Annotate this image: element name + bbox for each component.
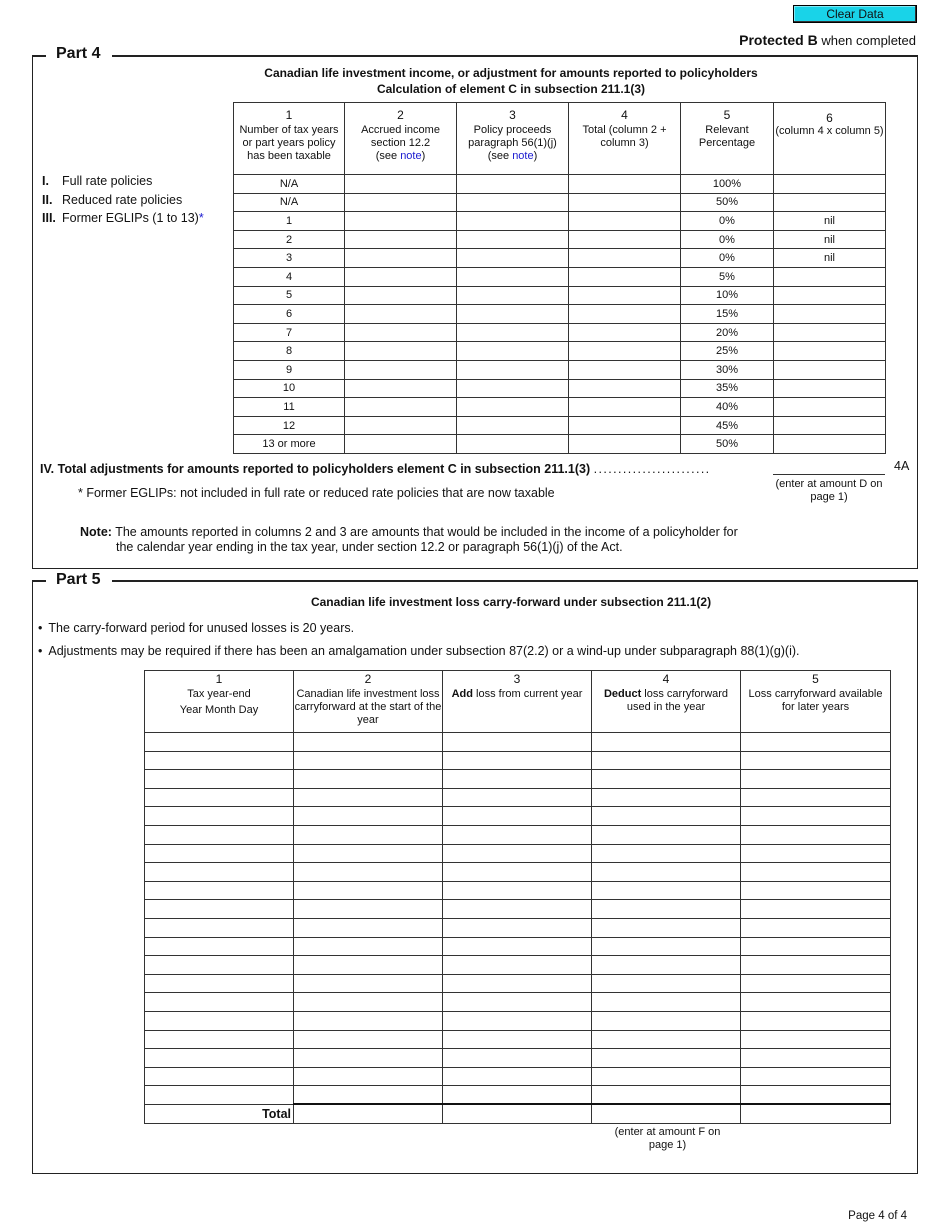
- policy-proceeds-input[interactable]: [457, 416, 569, 435]
- part5-row: [145, 751, 891, 770]
- loss-available-input[interactable]: [741, 974, 891, 993]
- total-col4-input[interactable]: [569, 342, 681, 361]
- add-loss-input[interactable]: [443, 993, 592, 1012]
- part5-row: [145, 881, 891, 900]
- years-taxable-cell: 13 or more: [234, 435, 345, 454]
- loss-available-input[interactable]: [741, 825, 891, 844]
- loss-available-input[interactable]: [741, 788, 891, 807]
- enter-at-d-hint: (enter at amount D on page 1): [775, 478, 883, 503]
- relevant-percentage-cell: 50%: [681, 193, 774, 212]
- protected-suffix: when completed: [817, 33, 916, 48]
- relevant-percentage-cell: 0%: [681, 249, 774, 268]
- deduct-loss-input[interactable]: [592, 900, 741, 919]
- part4-row: [234, 379, 886, 398]
- loss-cf-start-input[interactable]: [294, 751, 443, 770]
- tax-year-end-input[interactable]: [145, 733, 294, 752]
- loss-available-input[interactable]: [741, 918, 891, 937]
- part5-row: [145, 1049, 891, 1068]
- loss-cf-start-input[interactable]: [294, 956, 443, 975]
- loss-cf-start-input[interactable]: [294, 770, 443, 789]
- total-label: Total: [145, 1104, 294, 1123]
- tax-year-end-input[interactable]: [145, 956, 294, 975]
- col6-nil-cell: nil: [774, 212, 886, 231]
- relevant-percentage-cell: 35%: [681, 379, 774, 398]
- footnote-star-link[interactable]: *: [198, 211, 204, 225]
- tax-year-end-input[interactable]: [145, 918, 294, 937]
- total-col4-input[interactable]: [569, 175, 681, 194]
- deduct-loss-input[interactable]: [592, 1067, 741, 1086]
- tax-year-end-input[interactable]: [145, 844, 294, 863]
- col6-result-input[interactable]: [774, 286, 886, 305]
- deduct-loss-input[interactable]: [592, 956, 741, 975]
- part4-table: [233, 102, 886, 454]
- p4-col5-header: 5 Relevant Percentage: [681, 103, 774, 175]
- deduct-loss-input[interactable]: [592, 974, 741, 993]
- relevant-percentage-cell: 15%: [681, 305, 774, 324]
- years-taxable-cell: 3: [234, 249, 345, 268]
- total-col4-input[interactable]: [569, 212, 681, 231]
- part4-heading: [0, 65, 950, 97]
- tax-year-end-input[interactable]: [145, 1011, 294, 1030]
- add-loss-input[interactable]: [443, 770, 592, 789]
- policy-proceeds-input[interactable]: [457, 398, 569, 417]
- total-loss-available-input[interactable]: [741, 1104, 891, 1123]
- part4-row: [234, 342, 886, 361]
- loss-available-input[interactable]: [741, 993, 891, 1012]
- loss-available-input[interactable]: [741, 937, 891, 956]
- total-add-loss-input[interactable]: [443, 1104, 592, 1123]
- accrued-income-input[interactable]: [345, 286, 457, 305]
- add-loss-input[interactable]: [443, 956, 592, 975]
- part4-note: Note: The amounts reported in columns 2 and 3 are amounts that would be included in the income of a policyholder for the calendar year ending in the tax year, under section 12.2 or paragraph 56(1)(j) of the Act.: [80, 525, 738, 554]
- bullet-amalgamation: • Adjustments may be required if there has been an amalgamation under subsection 87(2.2) or a wind-up under subparagraph 88(1)(g)(i).: [38, 644, 800, 658]
- part4-row: [234, 323, 886, 342]
- part5-row: [145, 900, 891, 919]
- policy-proceeds-input[interactable]: [457, 249, 569, 268]
- add-loss-input[interactable]: [443, 1086, 592, 1105]
- bullet-carry-forward-period: • The carry-forward period for unused losses is 20 years.: [38, 621, 354, 635]
- tax-year-end-input[interactable]: [145, 1086, 294, 1105]
- accrued-income-input[interactable]: [345, 323, 457, 342]
- part5-row: [145, 770, 891, 789]
- relevant-percentage-cell: 0%: [681, 230, 774, 249]
- total-col4-input[interactable]: [569, 193, 681, 212]
- note-label: Note:: [80, 525, 112, 539]
- part4-top-rule: [112, 55, 918, 57]
- loss-available-input[interactable]: [741, 1049, 891, 1068]
- add-loss-input[interactable]: [443, 900, 592, 919]
- loss-cf-start-input[interactable]: [294, 863, 443, 882]
- total-col4-input[interactable]: [569, 360, 681, 379]
- loss-available-input[interactable]: [741, 900, 891, 919]
- total-col4-input[interactable]: [569, 305, 681, 324]
- tax-year-end-input[interactable]: [145, 825, 294, 844]
- loss-available-input[interactable]: [741, 770, 891, 789]
- years-taxable-cell: 9: [234, 360, 345, 379]
- protected-label: Protected B: [739, 32, 818, 48]
- part5-row: [145, 1011, 891, 1030]
- years-taxable-cell: 2: [234, 230, 345, 249]
- add-loss-input[interactable]: [443, 751, 592, 770]
- policy-proceeds-input[interactable]: [457, 323, 569, 342]
- years-taxable-cell: 8: [234, 342, 345, 361]
- deduct-loss-input[interactable]: [592, 788, 741, 807]
- years-taxable-cell: 10: [234, 379, 345, 398]
- add-loss-input[interactable]: [443, 937, 592, 956]
- protected-status: [739, 32, 916, 48]
- add-loss-input[interactable]: [443, 788, 592, 807]
- part5-row: [145, 1086, 891, 1105]
- tax-year-end-input[interactable]: [145, 1049, 294, 1068]
- loss-cf-start-input[interactable]: [294, 1067, 443, 1086]
- total-deduct-loss-input[interactable]: [592, 1104, 741, 1123]
- deduct-loss-input[interactable]: [592, 881, 741, 900]
- p4-col2-header: 2 Accrued income section 12.2 (see note): [345, 103, 457, 175]
- loss-cf-start-input[interactable]: [294, 1049, 443, 1068]
- add-loss-input[interactable]: [443, 733, 592, 752]
- deduct-loss-input[interactable]: [592, 993, 741, 1012]
- deduct-loss-input[interactable]: [592, 863, 741, 882]
- add-loss-input[interactable]: [443, 1049, 592, 1068]
- deduct-loss-input[interactable]: [592, 1086, 741, 1105]
- col6-result-input[interactable]: [774, 175, 886, 194]
- years-taxable-cell: N/A: [234, 193, 345, 212]
- eglip-footnote: * Former EGLIPs: not included in full rate or reduced rate policies that are now taxable: [78, 486, 555, 500]
- enter-at-f-hint: (enter at amount F on page 1): [614, 1126, 721, 1151]
- total-col4-input[interactable]: [569, 379, 681, 398]
- col6-result-input[interactable]: [774, 435, 886, 454]
- part4-total-label: IV. Total adjustments for amounts reported to policyholders element C in subsection 211.1(3) ........................: [40, 462, 711, 476]
- deduct-loss-input[interactable]: [592, 825, 741, 844]
- tax-year-end-input[interactable]: [145, 1030, 294, 1049]
- deduct-loss-input[interactable]: [592, 1030, 741, 1049]
- loss-available-input[interactable]: [741, 1011, 891, 1030]
- years-taxable-cell: 5: [234, 286, 345, 305]
- part5-row: [145, 974, 891, 993]
- loss-cf-start-input[interactable]: [294, 807, 443, 826]
- total-col4-input[interactable]: [569, 267, 681, 286]
- years-taxable-cell: 1: [234, 212, 345, 231]
- tax-year-end-input[interactable]: [145, 937, 294, 956]
- deduct-loss-input[interactable]: [592, 1049, 741, 1068]
- relevant-percentage-cell: 45%: [681, 416, 774, 435]
- loss-available-input[interactable]: [741, 751, 891, 770]
- loss-available-input[interactable]: [741, 1030, 891, 1049]
- years-taxable-cell: 6: [234, 305, 345, 324]
- part4-row: [234, 305, 886, 324]
- total-col4-input[interactable]: [569, 416, 681, 435]
- years-taxable-cell: 12: [234, 416, 345, 435]
- p4-col4-header: 4 Total (column 2 + column 3): [569, 103, 681, 175]
- p5-col2-header: 2 Canadian life investment loss carryforward at the start of the year: [294, 671, 443, 733]
- policy-proceeds-input[interactable]: [457, 230, 569, 249]
- loss-cf-start-input[interactable]: [294, 844, 443, 863]
- accrued-income-input[interactable]: [345, 193, 457, 212]
- relevant-percentage-cell: 25%: [681, 342, 774, 361]
- add-loss-input[interactable]: [443, 974, 592, 993]
- row-label-reduced-rate: II. Reduced rate policies: [42, 193, 183, 207]
- loss-available-input[interactable]: [741, 956, 891, 975]
- col6-result-input[interactable]: [774, 379, 886, 398]
- p4-col1-header: 1 Number of tax years or part years policy has been taxable: [234, 103, 345, 175]
- deduct-loss-input[interactable]: [592, 770, 741, 789]
- policy-proceeds-input[interactable]: [457, 305, 569, 324]
- col6-result-input[interactable]: [774, 193, 886, 212]
- part4-row: [234, 230, 886, 249]
- loss-available-input[interactable]: [741, 844, 891, 863]
- policy-proceeds-input[interactable]: [457, 212, 569, 231]
- accrued-income-input[interactable]: [345, 379, 457, 398]
- note-link[interactable]: note: [512, 150, 534, 162]
- part4-heading-line1: Canadian life investment income, or adjustment for amounts reported to policyholders: [264, 66, 758, 80]
- relevant-percentage-cell: 5%: [681, 267, 774, 286]
- loss-available-input[interactable]: [741, 881, 891, 900]
- tax-year-end-input[interactable]: [145, 770, 294, 789]
- part5-row: [145, 788, 891, 807]
- p5-col1-header: 1 Tax year-end Year Month Day: [145, 671, 294, 733]
- part5-heading: Canadian life investment loss carry-forward under subsection 211.1(2): [310, 595, 712, 609]
- relevant-percentage-cell: 100%: [681, 175, 774, 194]
- policy-proceeds-input[interactable]: [457, 175, 569, 194]
- col6-result-input[interactable]: [774, 398, 886, 417]
- policy-proceeds-input[interactable]: [457, 435, 569, 454]
- accrued-income-input[interactable]: [345, 398, 457, 417]
- add-loss-input[interactable]: [443, 881, 592, 900]
- loss-cf-start-input[interactable]: [294, 937, 443, 956]
- tax-year-end-input[interactable]: [145, 974, 294, 993]
- tax-year-end-input[interactable]: [145, 788, 294, 807]
- col6-result-input[interactable]: [774, 360, 886, 379]
- loss-available-input[interactable]: [741, 863, 891, 882]
- deduct-loss-input[interactable]: [592, 751, 741, 770]
- years-taxable-cell: N/A: [234, 175, 345, 194]
- add-loss-input[interactable]: [443, 918, 592, 937]
- policy-proceeds-input[interactable]: [457, 342, 569, 361]
- part5-row: [145, 918, 891, 937]
- part4-row: [234, 360, 886, 379]
- loss-cf-start-input[interactable]: [294, 825, 443, 844]
- loss-cf-start-input[interactable]: [294, 733, 443, 752]
- relevant-percentage-cell: 10%: [681, 286, 774, 305]
- p5-col3-header: 3 Add loss from current year: [443, 671, 592, 733]
- part4-row: [234, 212, 886, 231]
- tax-year-end-input[interactable]: [145, 1067, 294, 1086]
- years-taxable-cell: 4: [234, 267, 345, 286]
- loss-available-input[interactable]: [741, 1086, 891, 1105]
- deduct-loss-input[interactable]: [592, 807, 741, 826]
- deduct-loss-input[interactable]: [592, 937, 741, 956]
- p5-col4-header: 4 Deduct loss carryforward used in the year: [592, 671, 741, 733]
- total-loss-cf-start-input[interactable]: [294, 1104, 443, 1123]
- total-4a-input[interactable]: [773, 474, 885, 475]
- total-col4-input[interactable]: [569, 230, 681, 249]
- part5-row: [145, 807, 891, 826]
- loss-cf-start-input[interactable]: [294, 881, 443, 900]
- add-loss-input[interactable]: [443, 1011, 592, 1030]
- part5-row: [145, 844, 891, 863]
- col6-result-input[interactable]: [774, 305, 886, 324]
- p4-col3-header: 3 Policy proceeds paragraph 56(1)(j) (see note): [457, 103, 569, 175]
- accrued-income-input[interactable]: [345, 435, 457, 454]
- part4-left-tick: [32, 55, 46, 57]
- loss-cf-start-input[interactable]: [294, 918, 443, 937]
- clear-data-button[interactable]: Clear Data: [793, 5, 917, 23]
- add-loss-input[interactable]: [443, 807, 592, 826]
- p4-col6-header: 6 (column 4 x column 5): [774, 103, 886, 175]
- deduct-loss-input[interactable]: [592, 844, 741, 863]
- policy-proceeds-input[interactable]: [457, 267, 569, 286]
- part5-header-row: [145, 671, 891, 733]
- page-number: Page 4 of 4: [848, 1210, 907, 1222]
- col6-result-input[interactable]: [774, 416, 886, 435]
- part5-row: [145, 1030, 891, 1049]
- deduct-loss-input[interactable]: [592, 918, 741, 937]
- loss-cf-start-input[interactable]: [294, 1011, 443, 1030]
- part5-row: [145, 863, 891, 882]
- accrued-income-input[interactable]: [345, 360, 457, 379]
- tax-year-end-input[interactable]: [145, 807, 294, 826]
- relevant-percentage-cell: 50%: [681, 435, 774, 454]
- part4-row: [234, 398, 886, 417]
- part5-row: [145, 825, 891, 844]
- tax-year-end-input[interactable]: [145, 900, 294, 919]
- accrued-income-input[interactable]: [345, 416, 457, 435]
- policy-proceeds-input[interactable]: [457, 286, 569, 305]
- add-loss-input[interactable]: [443, 825, 592, 844]
- total-col4-input[interactable]: [569, 323, 681, 342]
- add-loss-input[interactable]: [443, 844, 592, 863]
- col6-nil-cell: nil: [774, 230, 886, 249]
- part5-row: [145, 937, 891, 956]
- part4-heading-line2: Calculation of element C in subsection 211.1(3): [376, 82, 646, 96]
- deduct-loss-input[interactable]: [592, 1011, 741, 1030]
- relevant-percentage-cell: 20%: [681, 323, 774, 342]
- loss-cf-start-input[interactable]: [294, 974, 443, 993]
- part5-row: [145, 993, 891, 1012]
- loss-cf-start-input[interactable]: [294, 1086, 443, 1105]
- part5-left-tick: [32, 580, 46, 582]
- row-label-former-eglips: III. Former EGLIPs (1 to 13)*: [42, 211, 204, 225]
- loss-cf-start-input[interactable]: [294, 1030, 443, 1049]
- years-taxable-cell: 11: [234, 398, 345, 417]
- years-taxable-cell: 7: [234, 323, 345, 342]
- accrued-income-input[interactable]: [345, 212, 457, 231]
- part5-table: [144, 670, 891, 1124]
- total-col4-input[interactable]: [569, 286, 681, 305]
- col6-nil-cell: nil: [774, 249, 886, 268]
- part4-title: Part 4: [50, 45, 106, 63]
- total-col4-input[interactable]: [569, 249, 681, 268]
- tax-year-end-input[interactable]: [145, 993, 294, 1012]
- loss-available-input[interactable]: [741, 807, 891, 826]
- loss-cf-start-input[interactable]: [294, 993, 443, 1012]
- part5-top-rule: [112, 580, 918, 582]
- relevant-percentage-cell: 0%: [681, 212, 774, 231]
- total-col4-input[interactable]: [569, 435, 681, 454]
- part4-row: [234, 175, 886, 194]
- part4-row: [234, 249, 886, 268]
- col6-result-input[interactable]: [774, 267, 886, 286]
- relevant-percentage-cell: 40%: [681, 398, 774, 417]
- accrued-income-input[interactable]: [345, 249, 457, 268]
- accrued-income-input[interactable]: [345, 342, 457, 361]
- accrued-income-input[interactable]: [345, 267, 457, 286]
- note-link[interactable]: note: [400, 150, 422, 162]
- col6-result-input[interactable]: [774, 323, 886, 342]
- deduct-loss-input[interactable]: [592, 733, 741, 752]
- part4-row: [234, 286, 886, 305]
- policy-proceeds-input[interactable]: [457, 379, 569, 398]
- part5-title: Part 5: [50, 571, 106, 589]
- line-code-4a: 4A: [894, 459, 910, 473]
- part4-row: [234, 193, 886, 212]
- policy-proceeds-input[interactable]: [457, 360, 569, 379]
- add-loss-input[interactable]: [443, 1030, 592, 1049]
- accrued-income-input[interactable]: [345, 305, 457, 324]
- tax-year-end-input[interactable]: [145, 863, 294, 882]
- part4-row: [234, 435, 886, 454]
- policy-proceeds-input[interactable]: [457, 193, 569, 212]
- loss-cf-start-input[interactable]: [294, 900, 443, 919]
- relevant-percentage-cell: 30%: [681, 360, 774, 379]
- part4-header-row: [234, 103, 886, 175]
- add-loss-input[interactable]: [443, 1067, 592, 1086]
- loss-available-input[interactable]: [741, 733, 891, 752]
- part5-row: [145, 956, 891, 975]
- accrued-income-input[interactable]: [345, 230, 457, 249]
- loss-cf-start-input[interactable]: [294, 788, 443, 807]
- tax-year-end-input[interactable]: [145, 751, 294, 770]
- part5-row: [145, 733, 891, 752]
- total-col4-input[interactable]: [569, 398, 681, 417]
- part5-total-row: [145, 1104, 891, 1123]
- part4-row: [234, 416, 886, 435]
- loss-available-input[interactable]: [741, 1067, 891, 1086]
- row-label-full-rate: I. Full rate policies: [42, 174, 153, 188]
- part4-row: [234, 267, 886, 286]
- accrued-income-input[interactable]: [345, 175, 457, 194]
- add-loss-input[interactable]: [443, 863, 592, 882]
- tax-year-end-input[interactable]: [145, 881, 294, 900]
- part5-row: [145, 1067, 891, 1086]
- p5-col5-header: 5 Loss carryforward available for later years: [741, 671, 891, 733]
- col6-result-input[interactable]: [774, 342, 886, 361]
